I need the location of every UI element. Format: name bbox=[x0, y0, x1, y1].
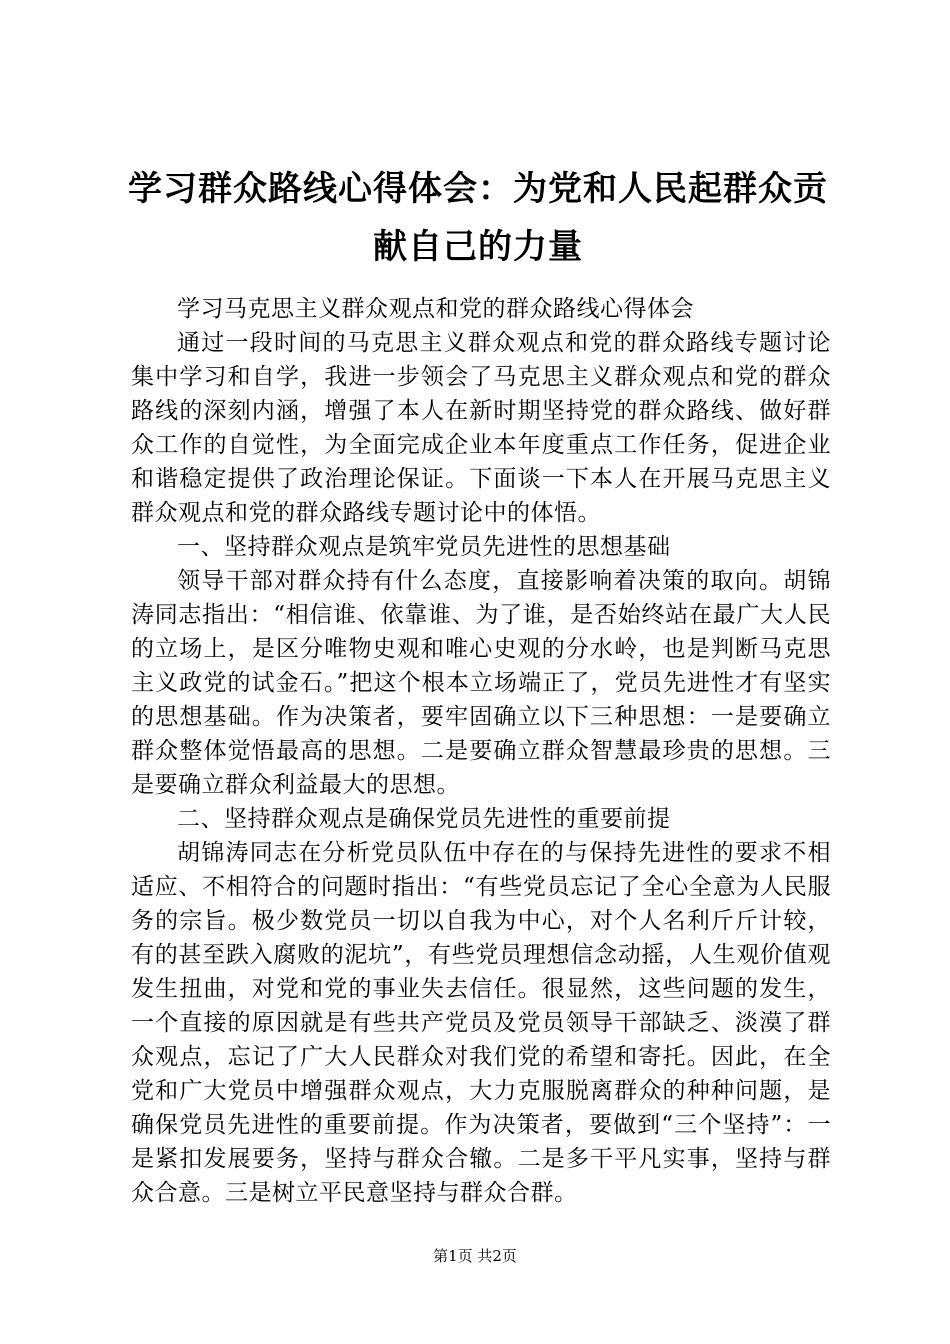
section-1-paragraph: 领导干部对群众持有什么态度，直接影响着决策的取向。胡锦涛同志指出：“相信谁、依靠谁、为了谁，是否始终站在最广大人民的立场上，是区分唯物史观和唯心史观的分水岭，也是判断马克思主义政党的试金石。”把这个根本立场端正了，党员先进性才有坚实的思想基础。作为决策者，要牢固确立以下三种思想：一是要确立群众整体觉悟最高的思想。二是要确立群众智慧最珍贵的思想。三是要确立群众利益最大的思想。 bbox=[131, 568, 831, 798]
intro-paragraph: 通过一段时间的马克思主义群众观点和党的群众路线专题讨论集中学习和自学，我进一步领会了马克思主义群众观点和党的群众路线的深刻内涵，增强了本人在新时期坚持党的群众路线、做好群众工作的自觉性，为全面完成企业本年度重点工作任务，促进企业和谐稳定提供了政治理论保证。下面谈一下本人在开展马克思主义群众观点和党的群众路线专题讨论中的体悟。 bbox=[131, 330, 831, 526]
page-footer: 第1页 共2页 bbox=[433, 1247, 517, 1265]
subtitle-paragraph: 学习马克思主义群众观点和党的群众路线心得体会 bbox=[177, 296, 694, 322]
section-2-paragraph: 胡锦涛同志在分析党员队伍中存在的与保持先进性的要求不相适应、不相符合的问题时指出：“有些党员忘记了全心全意为人民服务的宗旨。极少数党员一切以自我为中心，对个人名利斤斤计较，有的甚至跌入腐败的泥坑”，有些党员理想信念动摇，人生观价值观发生扭曲，对党和党的事业失去信任。很显然，这些问题的发生，一个直接的原因就是有些共产党员及党员领导干部缺乏、淡漠了群众观点，忘记了广大人民群众对我们党的希望和寄托。因此，在全党和广大党员中增强群众观点，大力克服脱离群众的种种问题，是确保党员先进性的重要前提。作为决策者，要做到“三个坚持”：一是紧扣发展要务，坚持与群众合辙。二是多干平凡实事，坚持与群众合意。三是树立平民意坚持与群众合群。 bbox=[131, 840, 831, 1206]
document-title: 学习群众路线心得体会：为党和人民起群众贡献自己的力量 bbox=[128, 169, 828, 267]
section-heading-2: 二、坚持群众观点是确保党员先进性的重要前提 bbox=[177, 806, 671, 832]
section-heading-1: 一、坚持群众观点是筑牢党员先进性的思想基础 bbox=[177, 534, 671, 560]
document-body bbox=[131, 292, 831, 1210]
